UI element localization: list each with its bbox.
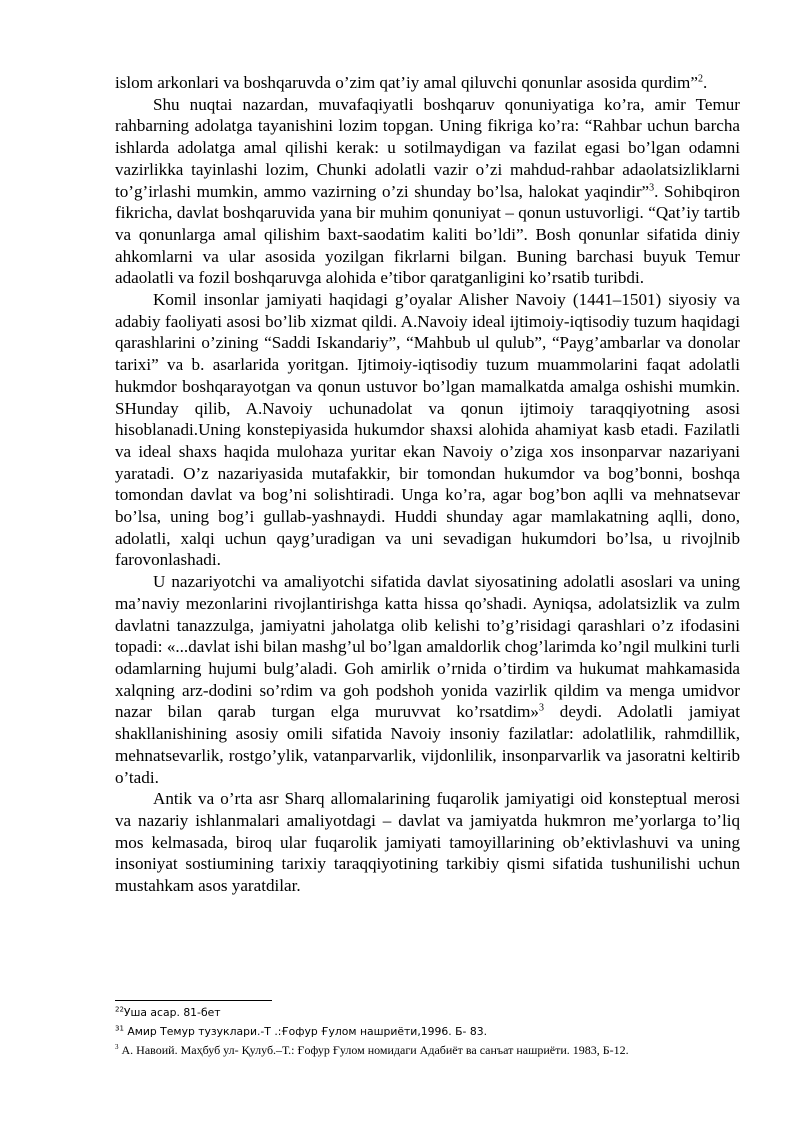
footnotes <box>115 1003 755 1060</box>
footnote-reference: 3 <box>649 181 655 193</box>
paragraph-1 <box>115 72 740 94</box>
text-run: deydi. Adolatli jamiyat shakllanishining asosiy omili sifatida Navoiy insoniy fazilatlar: adolatlilik, rahmdillik, mehnatsevarlik, rostgo’ylik, vatanparvarlik, vijdonlilik, insonparvarlik va jasoratni keltirib o’tadi. <box>115 702 740 787</box>
footnote-reference: 3 <box>538 702 544 714</box>
paragraph-3 <box>115 289 740 571</box>
text-run: Komil insonlar jamiyati haqidagi g’oyalar Alisher Navoiy (1441–1501) siyosiy va adabiy faoliyati asosi bo’lib xizmat qildi. A.Navoiy ideal ijtimoiy-iqtisodiy tuzum haqidagi qarashlarini o’zining “Saddi Iskandariy”, “Mahbub ul qulub”, “Payg’ambarlar va donolar tarixi” va b. asarlarida yoritgan. Ijtimoiy-iqtisodiy tuzum muammolarini faqat adolatli hukmdor boshqarayotgan va qonun ustuvor bo’lgan mamalkatda amalga oshishi mumkin. SHunday qilib, A.Navoiy uchunadolat va qonun ijtimoiy taraqqiyotning asosi hisoblanadi.Uning konstepiyasida hukumdor shaxsi alohida ahamiyat kasb etadi. Fazilatli va ideal shaxs haqida mulohaza yuritar ekan Navoiy o’ziga xos insonparvar nazariyani yaratadi. O’z nazariyasida mutafakkir, bir tomondan hukumdor va bog’bonni, boshqa tomondan davlat va bog’ni solishtiradi. Unga ko’ra, agar bog’bon aqlli va mehnatsevar bo’lsa, uning bog’i gullab-yashnaydi. Huddi shunday agar mamlakatning aqlli, dono, adolatli, xalqi uchun qayg’uradigan va uni sevadigan hukumdori bo’lsa, u rivojlnib farovonlashadi. <box>115 290 740 570</box>
footnote-text: Амир Темур тузуклари.-Т .:Ғофур Ғулом нашриёти,1996. Б- 83. <box>123 1025 487 1038</box>
footnote-2 <box>115 1022 755 1041</box>
footnote-text: Уша асар. 81-бет <box>123 1006 221 1019</box>
text-run: Antik va o’rta asr Sharq allomalarining fuqarolik jamiyatigi oid konsteptual merosi va nazariy ishlanmalari amaliyotdagi – davlat va jamiyatda hukmron me’yorlarga to’liq mos kelmasada, biroq ular fuqarolik jamiyati tamoyillarining ob’ektivlashuvi va uning insoniyat sostiumining tarixiy taraqqiyotining tarkibiy qismi sifatida tushunilishi uchun mustahkam asos yaratdilar. <box>115 789 740 896</box>
text-run: . <box>702 73 708 92</box>
paragraph-5 <box>115 788 740 897</box>
footnote-marker: 22 <box>115 1005 124 1014</box>
footnote-reference: 2 <box>697 73 703 85</box>
text-run: U nazariyotchi va amaliyotchi sifatida davlat siyosatining adolatli asoslari va uning ma’naviy mezonlarini rivojlantirishga katta hissa qo’shadi. Ayniqsa, adolatsizlik va zulm davlatni tanazzulga, jamiyatni jaholatga olib kelishi to’g’risidagi qarashlari o’z ifodasini topadi: «...davlat ishi bilan mashg’ul bo’lgan amaldorlik chog’larimda ko’ngil mulkini turli odamlarning hujumi bulg’aladi. Goh amirlik o’rnida o’tirdim va hukumat mahkamasida xalqning arz-dodini so’rdim va goh podshoh yonida vazirlik qildim va menga umidvor nazar bilan qarab turgan elga muruvvat ko’rsatdim» <box>115 572 740 722</box>
text-run: . Sohibqiron fikricha, davlat boshqaruvida yana bir muhim qonuniyat – qonun ustuvorligi. “Qat’iy tartib va qonunlarga amal qilishim baxt-saodatim kaliti bo’ldi”. Bosh qonunlar sifatida diniy ahkomlarni va ular asosida yozilgan fikrlarni bilgan. Buning barchasi buyuk Temur adaolatli va fozil boshqaruvga alohida e’tibor qaratganligini ko’rsatib turibdi. <box>115 181 741 288</box>
paragraph-4 <box>115 571 740 788</box>
footnote-marker: 3 <box>115 1043 119 1051</box>
text-run: Shu nuqtai nazardan, muvafaqiyatli boshqaruv qonuniyatiga ko’ra, amir Temur rahbarning adolatga tayanishini lozim topgan. Uning fikriga ko’ra: “Rahbar uchun barcha ishlarda adolatga amal qilishi kerak: u sotilmaydigan va fazilat egasi bo’lgan odamni vazirlikka tayinlashi lozim, Chunki adolatli vazir o’zi mahdud-rahbar adaolatsizliklarni to’g’irlashi mumkin, ammo vazirning o’zi shunday bo’lsa, halokat yaqindir” <box>115 94 740 201</box>
footnote-text: А. Навоий. Маҳбуб ул- Қулуб.–Т.: Ғофур Ғулом номидаги Адабиёт ва санъат нашриёти. 1983, Б-12. <box>118 1043 629 1057</box>
footnote-marker: 31 <box>115 1024 124 1033</box>
text-run: islom arkonlari va boshqaruvda o’zim qat’iy amal qiluvchi qonunlar asosida qurdim” <box>115 73 698 92</box>
document-page <box>115 72 740 897</box>
paragraph-2 <box>115 94 740 289</box>
footnote-1 <box>115 1003 755 1022</box>
footnote-3 <box>115 1041 755 1060</box>
footnote-separator <box>115 1000 272 1001</box>
main-text <box>115 72 740 897</box>
